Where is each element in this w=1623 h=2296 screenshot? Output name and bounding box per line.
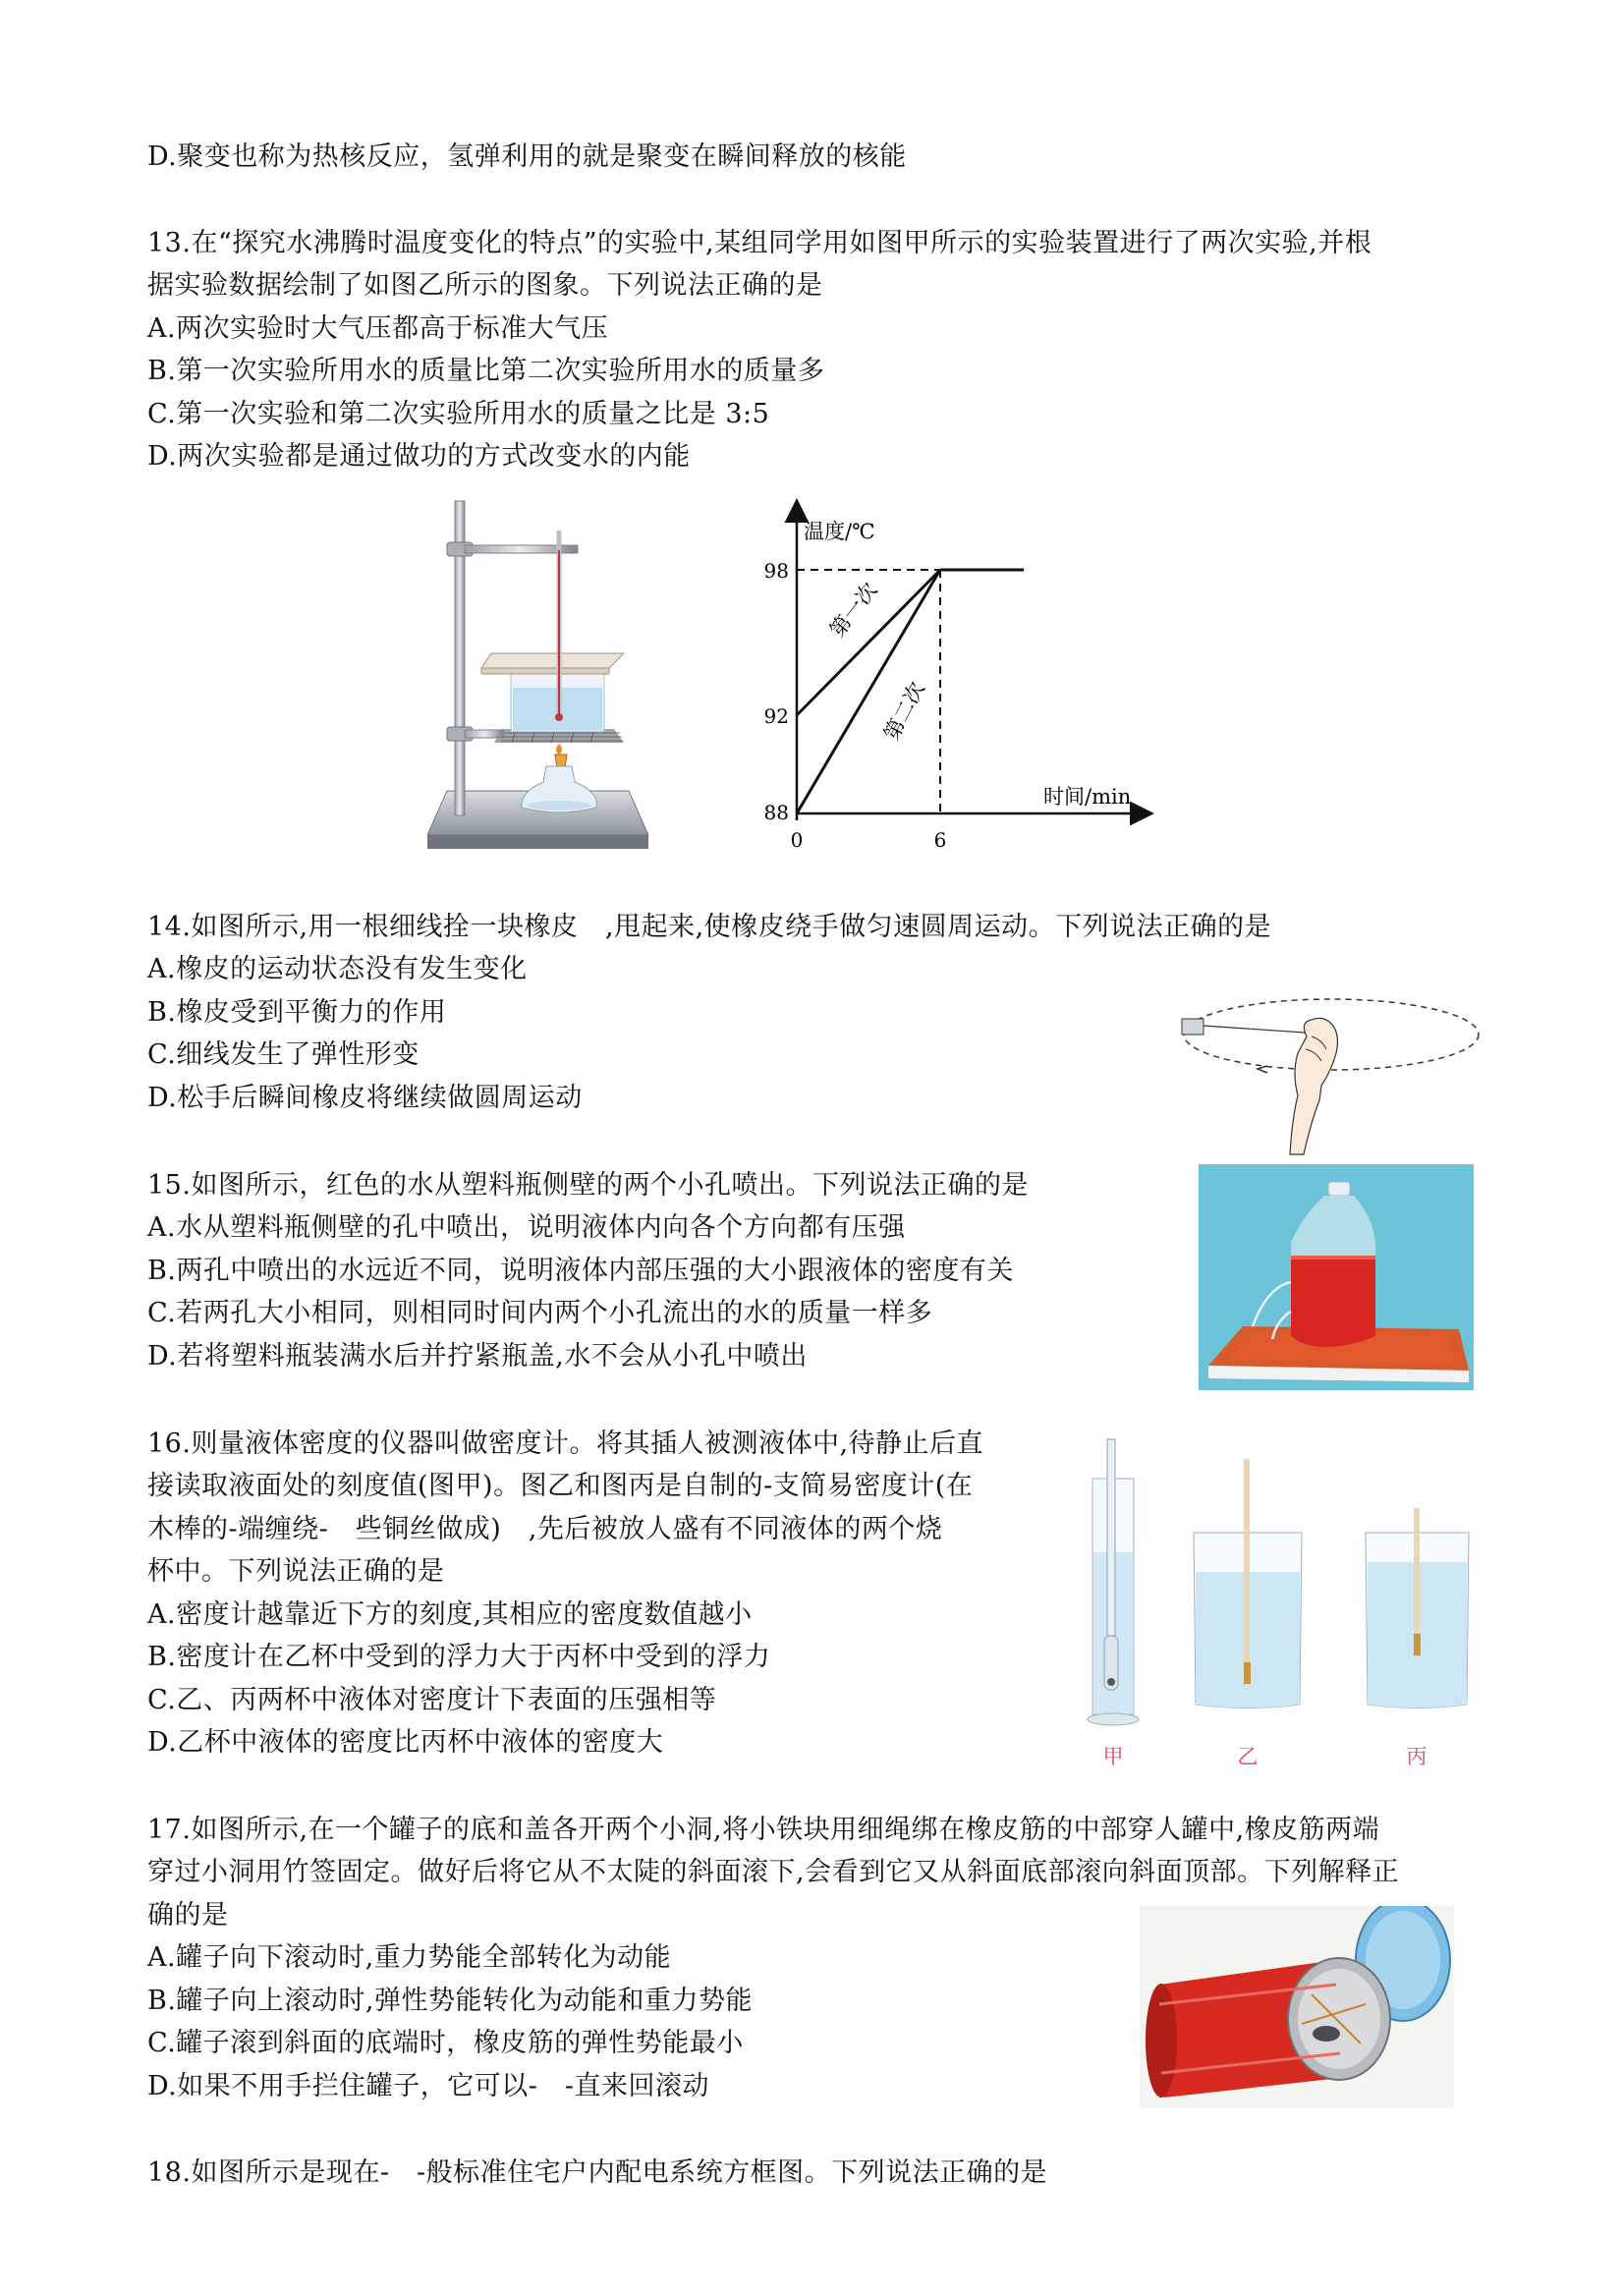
q13-option-a: A.两次实验时大气压都高于标准大气压 (147, 313, 609, 344)
x-tick-label-6: 6 (933, 828, 947, 852)
x-axis-label: 时间/min (1043, 785, 1132, 809)
q17-option-d: D.如果不用手拦住罐子，它可以- -直来回滚动 (147, 2071, 710, 2101)
q16-option-d: D.乙杯中液体的密度比丙杯中液体的密度大 (147, 1727, 664, 1758)
q16-stem-line-2: 接读取液面处的刻度值(图甲)。图乙和图丙是自制的-支简易密度计(在 (147, 1471, 974, 1501)
q16-stem-line-3: 木棒的-端缠绕- 些铜丝做成) ,先后被放人盛有不同液体的两个烧 (147, 1514, 943, 1544)
rolling-can-photo (1140, 1906, 1454, 2107)
q13-stem-line-1: 13.在“探究水沸腾时温度变化的特点”的实验中,某组同学用如图甲所示的实验装置进行了两次实验,并根 (147, 228, 1372, 258)
bottle-water-jets-photo (1199, 1164, 1474, 1390)
q14-stem: 14.如图所示,用一根细线拴一块橡皮 ,甩起来,使橡皮绕手做匀速圆周运动。下列说法正确的是 (147, 912, 1272, 942)
hydrometer-figure (1071, 1434, 1493, 1773)
q15-option-c: C.若两孔大小相同，则相同时间内两个小孔流出的水的质量一样多 (147, 1298, 933, 1328)
y-tick-label-88: 88 (763, 801, 789, 824)
x-tick-label-0: 0 (790, 828, 804, 852)
q17-option-b: B.罐子向上滚动时,弹性势能转化为动能和重力势能 (147, 1986, 754, 2016)
q14-option-a: A.橡皮的运动状态没有发生变化 (147, 954, 528, 984)
cylinder-jia (1088, 1439, 1139, 1725)
q15-option-a: A.水从塑料瓶侧壁的孔中喷出，说明液体内向各个方向都有压强 (147, 1212, 906, 1243)
y-tick-label-92: 92 (763, 704, 789, 728)
spinning-eraser-figure (1174, 992, 1488, 1159)
q15-option-d: D.若将塑料瓶装满水后并拧紧瓶盖,水不会从小孔中喷出 (147, 1341, 808, 1372)
q17-stem-line-3: 确的是 (147, 1900, 229, 1931)
y-tick-label-98: 98 (763, 559, 789, 583)
q16-option-a: A.密度计越靠近下方的刻度,其相应的密度数值越小 (147, 1599, 753, 1630)
q17-stem-line-1: 17.如图所示,在一个罐子的底和盖各开两个小洞,将小铁块用细绳绑在橡皮筋的中部穿人罐中,橡皮筋两端 (147, 1815, 1380, 1845)
q14-option-b: B.橡皮受到平衡力的作用 (147, 997, 447, 1028)
q13-stem-line-2: 据实验数据绘制了如图乙所示的图象。下列说法正确的是 (147, 270, 823, 301)
series-label-first: 第一次 (825, 578, 882, 643)
label-jia: 甲 (1102, 1745, 1124, 1768)
q13-option-d: D.两次实验都是通过做功的方式改变水的内能 (147, 441, 691, 472)
q18-stem: 18.如图所示是现在- -般标准住宅户内配电系统方框图。下列说法正确的是 (147, 2157, 1048, 2188)
temperature-time-graph (747, 491, 1159, 860)
q16-stem-line-1: 16.则量液体密度的仪器叫做密度计。将其插人被测液体中,待静止后直 (147, 1428, 984, 1459)
series-label-second: 第二次 (879, 678, 929, 745)
label-yi: 乙 (1237, 1745, 1259, 1768)
q17-stem-line-2: 穿过小洞用竹签固定。做好后将它从不太陡的斜面滚下,会看到它又从斜面底部滚向斜面顶部。下列解释正 (147, 1857, 1400, 1887)
q15-stem: 15.如图所示，红色的水从塑料瓶侧壁的两个小孔喷出。下列说法正确的是 (147, 1170, 1029, 1201)
q13-option-b: B.第一次实验所用水的质量比第二次实验所用水的质量多 (147, 356, 825, 386)
q14-option-c: C.细线发生了弹性形变 (147, 1039, 420, 1070)
q16-option-b: B.密度计在乙杯中受到的浮力大于丙杯中受到的浮力 (147, 1642, 771, 1672)
boiling-apparatus-figure (427, 491, 653, 860)
beaker-bing (1366, 1508, 1469, 1708)
q16-option-c: C.乙、丙两杯中液体对密度计下表面的压强相等 (147, 1685, 717, 1715)
q15-option-b: B.两孔中喷出的水远近不同，说明液体内部压强的大小跟液体的密度有关 (147, 1256, 1014, 1286)
q17-option-a: A.罐子向下滚动时,重力势能全部转化为动能 (147, 1942, 672, 1973)
q17-option-c: C.罐子滚到斜面的底端时，橡皮筋的弹性势能最小 (147, 2028, 744, 2058)
q12-option-d: D.聚变也称为热核反应，氢弹利用的就是聚变在瞬间释放的核能 (147, 141, 907, 172)
y-axis-label: 温度/℃ (804, 520, 875, 543)
label-bing: 丙 (1406, 1745, 1427, 1768)
q13-option-c: C.第一次实验和第二次实验所用水的质量之比是 3:5 (147, 399, 770, 429)
beaker-yi (1194, 1459, 1302, 1708)
q14-option-d: D.松手后瞬间橡皮将继续做圆周运动 (147, 1083, 583, 1113)
q16-stem-line-4: 杯中。下列说法正确的是 (147, 1556, 445, 1587)
